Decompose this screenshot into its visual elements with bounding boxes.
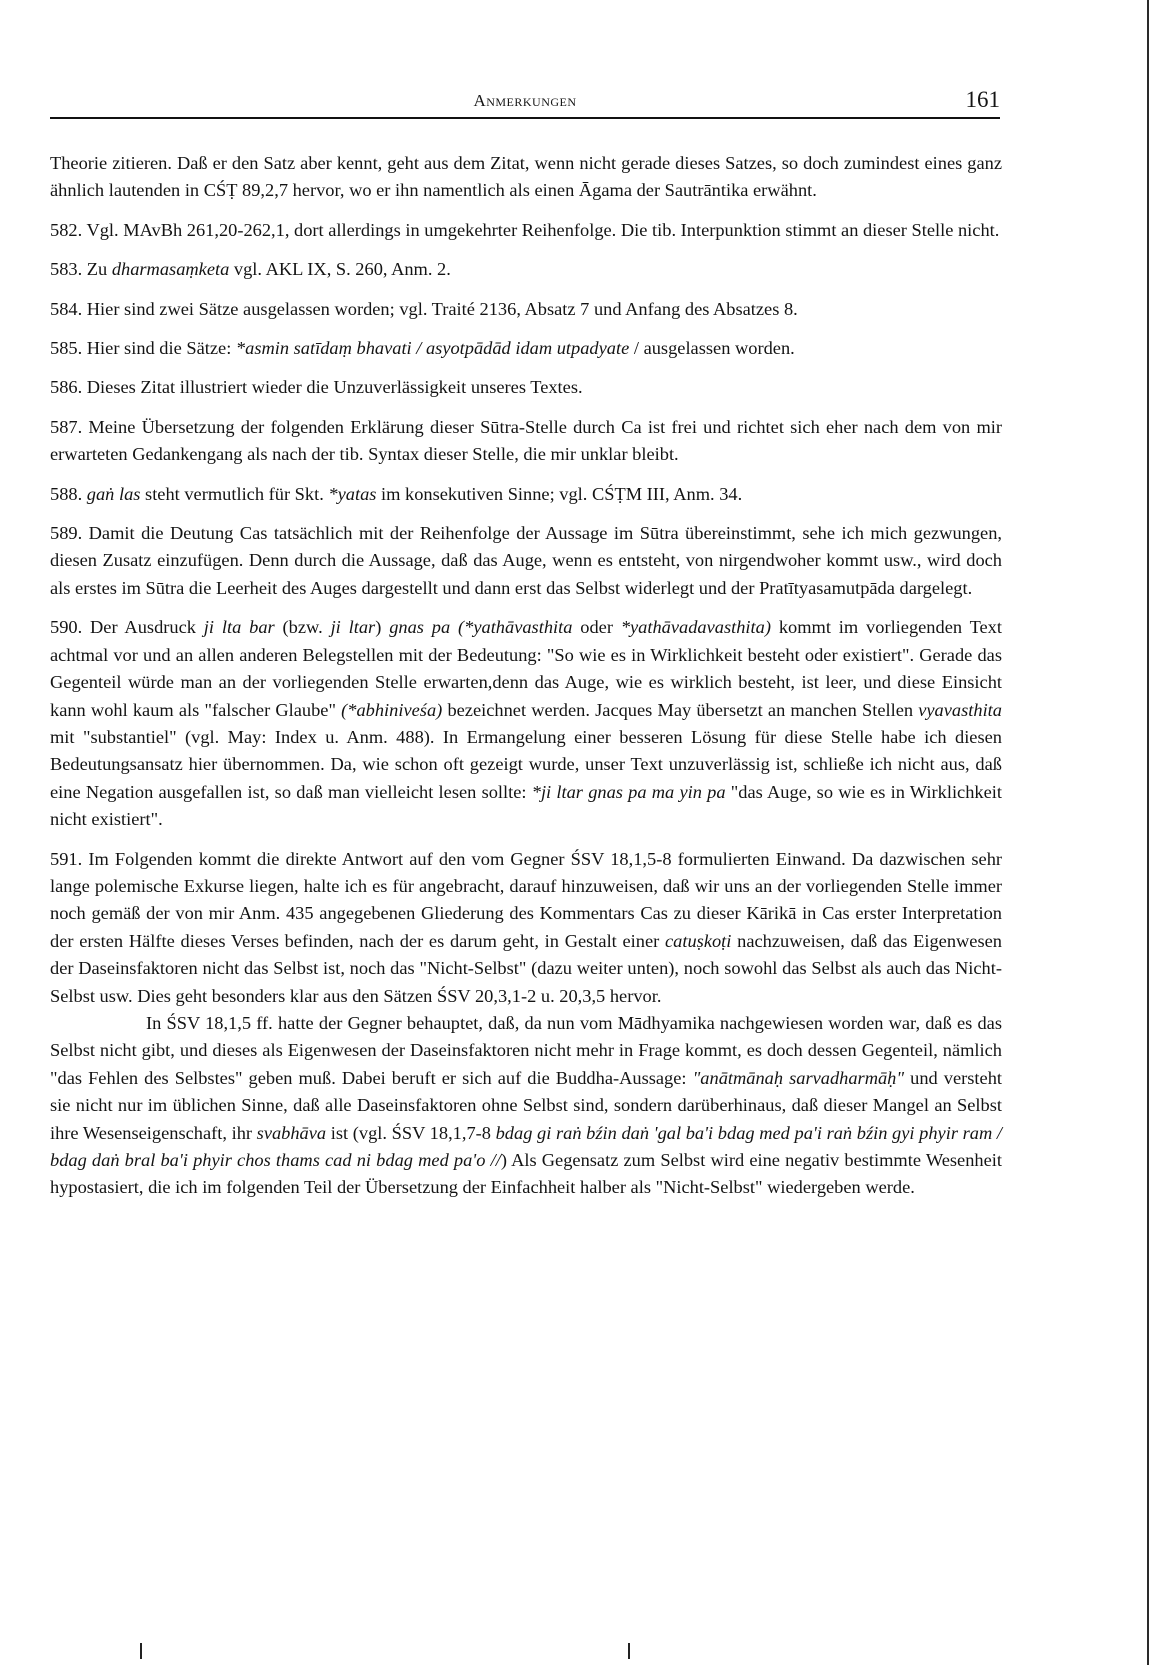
note-text: im konsekutiven Sinne; vgl. CŚṬM III, Anm. 34. [376, 483, 743, 504]
italic-term: *ji ltar gnas pa ma yin pa [531, 781, 726, 802]
note-text: ist (vgl. ŚSV 18,1,7-8 [326, 1122, 496, 1143]
note-590 [50, 614, 1002, 833]
scan-artifact-mark [140, 1643, 142, 1659]
note-584 [50, 296, 1002, 323]
note-591-cont [50, 1010, 1002, 1202]
italic-term: ji ltar [330, 617, 376, 638]
scan-footer-marks [0, 1635, 1163, 1665]
italic-term: *yatas [328, 483, 377, 504]
note-text: Im Folgenden kommt die direkte Antwort auf den vom Gegner ŚSV 18,1,5-8 formulierten Einwand. Da dazwischen sehr lange polemische Exkurse liegen, halte ich es für angebracht, darauf hinzuweisen, daß wir uns an der vorliegenden Stelle immer noch gemäß der von mir Anm. 435 angegebenen Gliederung des Kommentars Cas zu dieser Kārikā in Cas erster Interpretation der ersten Hälfte dieses Verses befinden, nach der es darum geht, in Gestalt einer [50, 848, 1003, 951]
note-text: Damit die Deutung Cas tatsächlich mit der Reihenfolge der Aussage im Sūtra übereinstimmt, sehe ich mich gezwungen, diesen Zusatz einzufügen. Denn durch die Aussage, daß das Auge, wenn es entsteht, von nirgendwoher kommt usw., wird doch als erstes im Sūtra die Leerheit des Auges dargestellt und dann erst das Selbst widerlegt und der Pratītyasamutpāda dargelegt. [50, 523, 1002, 598]
note-number: 590. [50, 617, 91, 638]
note-text: mit "substantiel" (vgl. May: Index u. Anm. 488). In Ermangelung einer besseren Lösung für diese Stelle habe ich diesen Bedeutungsansatz hier übernommen. Da, wie schon oft gezeigt wurde, unser Text unzuverlässig ist, schließe ich nicht aus, daß eine Negation ausgefallen ist, so daß man vielleicht lesen sollte: [50, 726, 1002, 802]
note-text: und versteht sie nicht nur im üblichen Sinne, daß alle Daseinsfaktoren ohne Selbst sind, sondern darüberhinaus, daß dieser Mangel an Selbst ihre Wesenseigenschaft, ihr [50, 1067, 1002, 1143]
italic-term: svabhāva [256, 1122, 327, 1143]
note-text: (bzw. [274, 617, 331, 638]
note-number: 582. [50, 219, 87, 240]
note-585 [50, 335, 1002, 362]
italic-term: "anātmānaḥ sarvadharmāḥ" [692, 1067, 905, 1088]
note-583 [50, 256, 1002, 283]
note-text: Vgl. MAvBh 261,20-262,1, dort allerdings in umgekehrter Reihenfolge. Die tib. Interpunktion stimmt an dieser Stelle nicht. [86, 219, 1000, 240]
note-number: 586. [50, 377, 87, 398]
note-587 [50, 414, 1002, 469]
note-number: 588. [50, 483, 87, 504]
note-text: Hier sind zwei Sätze ausgelassen worden; vgl. Traité 2136, Absatz 7 und Anfang des Absatzes 8. [86, 298, 798, 319]
note-text: Der Ausdruck [90, 617, 204, 638]
note-text: ) Als Gegensatz zum Selbst wird eine negativ bestimmte Wesenheit hypostasiert, die ich im folgenden Teil der Übersetzung der Einfachheit halber als "Nicht-Selbst" wiedergeben werde. [50, 1150, 1002, 1198]
note-text: Hier sind die Sätze: [86, 338, 236, 359]
italic-term: catuṣkoṭi [665, 930, 732, 951]
note-589 [50, 520, 1002, 602]
note-number: 587. [50, 416, 89, 437]
note-text: steht vermutlich für Skt. [140, 483, 329, 504]
note-text: ) [375, 617, 390, 638]
running-head: Anmerkungen [473, 91, 577, 110]
page-number: 161 [965, 87, 1000, 112]
note-text: / ausgelassen worden. [629, 338, 795, 359]
note-text: "das Auge, so wie es in Wirklichkeit nicht existiert". [50, 781, 1002, 830]
italic-term: *yathāvadavasthita) [620, 617, 771, 638]
italic-term: dharmasaṃketa [111, 259, 230, 280]
note-number: 584. [50, 298, 87, 319]
note-582 [50, 217, 1002, 244]
note-number: 583. [50, 259, 87, 280]
note-text: bezeichnet werden. Jacques May übersetzt an manchen Stellen [442, 699, 919, 720]
italic-term: gnas pa (*yathāvasthita [389, 617, 573, 638]
note-text: Theorie zitieren. Daß er den Satz aber kennt, geht aus dem Zitat, wenn nicht gerade dieses Satzes, so doch zumindest eines ganz ähnlich lautenden in CŚṬ 89,2,7 hervor, wo er ihn namentlich als einen Āgama der Sautrāntika erwähnt. [50, 153, 1002, 201]
note-continuation [50, 150, 1002, 205]
italic-term: gaṅ las [86, 483, 141, 504]
note-text: oder [572, 617, 621, 638]
note-text: vgl. AKL IX, S. 260, Anm. 2. [229, 259, 451, 280]
note-number: 589. [50, 523, 89, 544]
header-rule [50, 117, 1000, 119]
note-number: 585. [50, 338, 87, 359]
note-text: Meine Übersetzung der folgenden Erklärung dieser Sūtra-Stelle durch Ca ist frei und richtet sich eher nach dem von mir erwarteten Gedankengang als nach der tib. Syntax dieser Stelle, die mir unklar bleibt. [50, 416, 1002, 465]
page-edge-line [1147, 0, 1149, 1665]
italic-term: *asmin satīdaṃ bhavati / asyotpādād idam utpadyate [235, 338, 630, 359]
italic-term: (*abhiniveśa) [341, 699, 443, 720]
note-586 [50, 374, 1002, 401]
note-text: Zu [86, 259, 112, 280]
note-text: Dieses Zitat illustriert wieder die Unzuverlässigkeit unseres Textes. [86, 377, 583, 398]
note-591 [50, 846, 1002, 1010]
note-text: In ŚSV 18,1,5 ff. hatte der Gegner behauptet, daß, da nun vom Mādhyamika nachgewiesen worden war, daß es das Selbst nicht gibt, und dieses als Eigenwesen der Daseinsfaktoren nicht mehr in Frage kommt, es doch dessen Gegenteil, nämlich "das Fehlen des Selbstes" geben muß. Dabei beruft er sich auf die Buddha-Aussage: [50, 1012, 1002, 1088]
italic-term: vyavasthita [918, 699, 1002, 720]
note-number: 591. [50, 848, 89, 869]
note-588 [50, 481, 1002, 508]
page-header [50, 87, 1000, 119]
note-text: nachzuweisen, daß das Eigenwesen der Daseinsfaktoren nicht das Selbst ist, noch das "Nicht-Selbst" (dazu weiter unten), noch sowohl das Selbst als auch das Nicht-Selbst usw. Dies geht besonders klar aus den Sätzen ŚSV 20,3,1-2 u. 20,3,5 hervor. [50, 930, 1002, 1006]
scan-artifact-mark [628, 1643, 630, 1659]
italic-term: bdag gi raṅ bźin daṅ 'gal ba'i bdag med pa'i raṅ bźin gyi phyir ram / bdag daṅ bral ba'i phyir chos thams cad ni bdag med pa'o // [50, 1122, 1002, 1170]
notes-body [50, 150, 1002, 1214]
note-text: kommt im vorliegenden Text achtmal vor und an allen anderen Belegstellen mit der Bedeutung: "So wie es in Wirklichkeit besteht oder existiert". Gerade das Gegenteil würde man an der vorliegenden Stelle erwarten,denn das Auge, wie es wirklich besteht, ist leer, und diese Einsicht kann wohl kaum als "falscher Glaube" [50, 617, 1002, 720]
italic-term: ji lta bar [203, 617, 275, 638]
